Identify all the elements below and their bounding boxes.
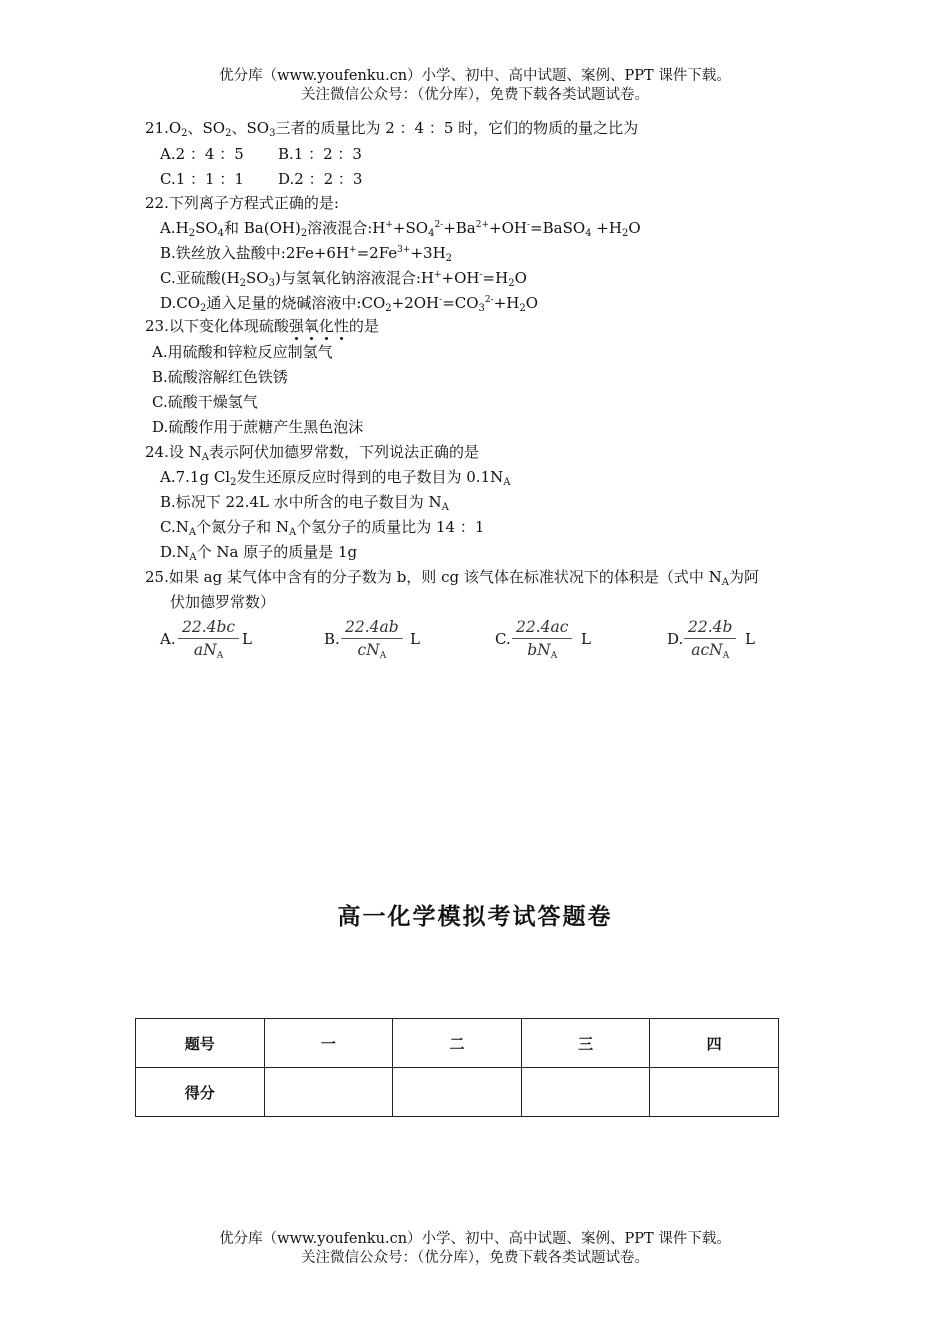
question-25-option-b — [324, 616, 424, 664]
unit: L — [745, 630, 755, 648]
header-line-2: 关注微信公众号：（优分库），免费下载各类试题试卷。 — [301, 87, 649, 103]
question-22-option-b: B.铁丝放入盐酸中$:2Fe+6H^+=2Fe^{3+}+3H_2$ — [160, 244, 453, 264]
question-21-option-b: B.1 ：2 ：3 — [278, 145, 362, 163]
question-21-stem: $21.O_2$、$SO_2$、$SO_3$三者的质量比为 2 ：4 ：5 时，它们的物质的量之比为 — [145, 119, 639, 139]
answer-sheet-title: 高一化学模拟考试答题卷 — [337, 903, 613, 930]
question-25-stem-line-2: 伏加德罗常数） — [170, 593, 276, 611]
fraction — [178, 616, 239, 661]
score-cell — [650, 1068, 779, 1117]
option-label: A. — [160, 630, 176, 648]
question-23-option-a: A.用硫酸和锌粒反应制氢气 — [152, 343, 333, 361]
question-24-option-c: $C.N_A$个氮分子和 $N_A$个氢分子的质量比为 14 ：1 — [160, 518, 485, 538]
fraction-numerator: 22.4b — [688, 618, 733, 636]
fraction-denominator: $aN_A$ — [193, 641, 224, 661]
question-25-stem-line-1: 25.如果 ag 某气体中含有的分子数为 b，则 cg 该气体在标准状况下的体积是（式中 $N_A$为阿 — [145, 568, 759, 588]
table-cell: 一 — [264, 1019, 393, 1068]
fraction — [341, 616, 403, 661]
header-line-1: 优分库（www.youfenku.cn）小学、初中、高中试题、案例、PPT 课件下载。 — [219, 68, 731, 84]
question-23-option-b: B.硫酸溶解红色铁锈 — [152, 368, 288, 386]
page-header — [0, 67, 950, 105]
emphasis-char: 性 — [333, 317, 349, 335]
option-label: B. — [324, 630, 340, 648]
unit: L — [581, 630, 591, 648]
question-21-option-d: D.2 ：2 ：3 — [278, 170, 363, 188]
fraction — [512, 616, 572, 661]
question-25-option-a — [160, 616, 260, 664]
score-table — [135, 1018, 779, 1117]
emphasis-char: 强 — [288, 317, 304, 335]
table-cell: 题号 — [136, 1019, 265, 1068]
fraction-denominator: $bN_A$ — [527, 641, 558, 661]
score-cell — [521, 1068, 650, 1117]
question-24-option-d: $D.N_A$个 Na 原子的质量是 1g — [160, 543, 358, 563]
score-table-header-row — [136, 1019, 779, 1068]
fraction-numerator: 22.4bc — [182, 618, 236, 636]
fraction — [684, 616, 736, 661]
question-23-stem: 23.以下变化体现硫酸强氧化性的是 — [145, 317, 379, 335]
question-21-option-a: A.2 ：4 ：5 — [160, 145, 244, 163]
question-22-option-c: C.亚硫酸$(H_2SO_3)$与氢氧化钠溶液混合$:H^++OH^-=H_2O$ — [160, 269, 527, 289]
question-24-option-a: A.7.1g $Cl_2$发生还原反应时得到的电子数目为 $0.1N_A$ — [160, 468, 511, 488]
option-label: C. — [495, 630, 511, 648]
table-cell: 得分 — [136, 1068, 265, 1117]
question-22-stem: 22.下列离子方程式正确的是: — [145, 194, 339, 212]
question-25-option-c — [495, 616, 595, 664]
question-22-option-a: $A.H_2SO_4$和 $Ba(OH)_2$溶液混合$:H^++SO_4^{2-}+Ba^{2+}+OH^-=BaSO_4 +H_2O$ — [160, 219, 641, 239]
fraction-denominator: $cN_A$ — [357, 641, 387, 661]
question-21-option-c: C.1 ：1 ：1 — [160, 170, 244, 188]
question-22-option-d: $D.CO_2$通入足量的烧碱溶液中$:CO_2+2OH^-=CO_3^{2-}+H_2O$ — [160, 294, 539, 314]
question-24-stem: 24.设 $N_A$表示阿伏加德罗常数，下列说法正确的是 — [145, 443, 479, 463]
table-cell: 二 — [393, 1019, 522, 1068]
unit: L — [242, 630, 252, 648]
score-cell — [393, 1068, 522, 1117]
unit: L — [410, 630, 420, 648]
table-cell: 四 — [650, 1019, 779, 1068]
emphasis-char: 化 — [318, 317, 334, 335]
footer-line-2: 关注微信公众号：（优分库），免费下载各类试题试卷。 — [301, 1250, 649, 1266]
option-label: D. — [667, 630, 684, 648]
score-table-score-row — [136, 1068, 779, 1117]
question-24-option-b: B.标况下 22.4L 水中所含的电子数目为 $N_A$ — [160, 493, 449, 513]
question-25-option-d — [667, 616, 767, 664]
fraction-numerator: 22.4ab — [345, 618, 399, 636]
footer-line-1: 优分库（www.youfenku.cn）小学、初中、高中试题、案例、PPT 课件下载。 — [219, 1231, 731, 1247]
fraction-numerator: 22.4ac — [516, 618, 569, 636]
table-cell: 三 — [521, 1019, 650, 1068]
page-footer — [0, 1230, 950, 1268]
question-23-option-d: D.硫酸作用于蔗糖产生黑色泡沫 — [152, 418, 364, 436]
score-cell — [264, 1068, 393, 1117]
fraction-denominator: acN$_A$ — [691, 641, 730, 661]
question-23-option-c: C.硫酸干燥氢气 — [152, 393, 258, 411]
emphasis-char: 氧 — [303, 317, 319, 335]
